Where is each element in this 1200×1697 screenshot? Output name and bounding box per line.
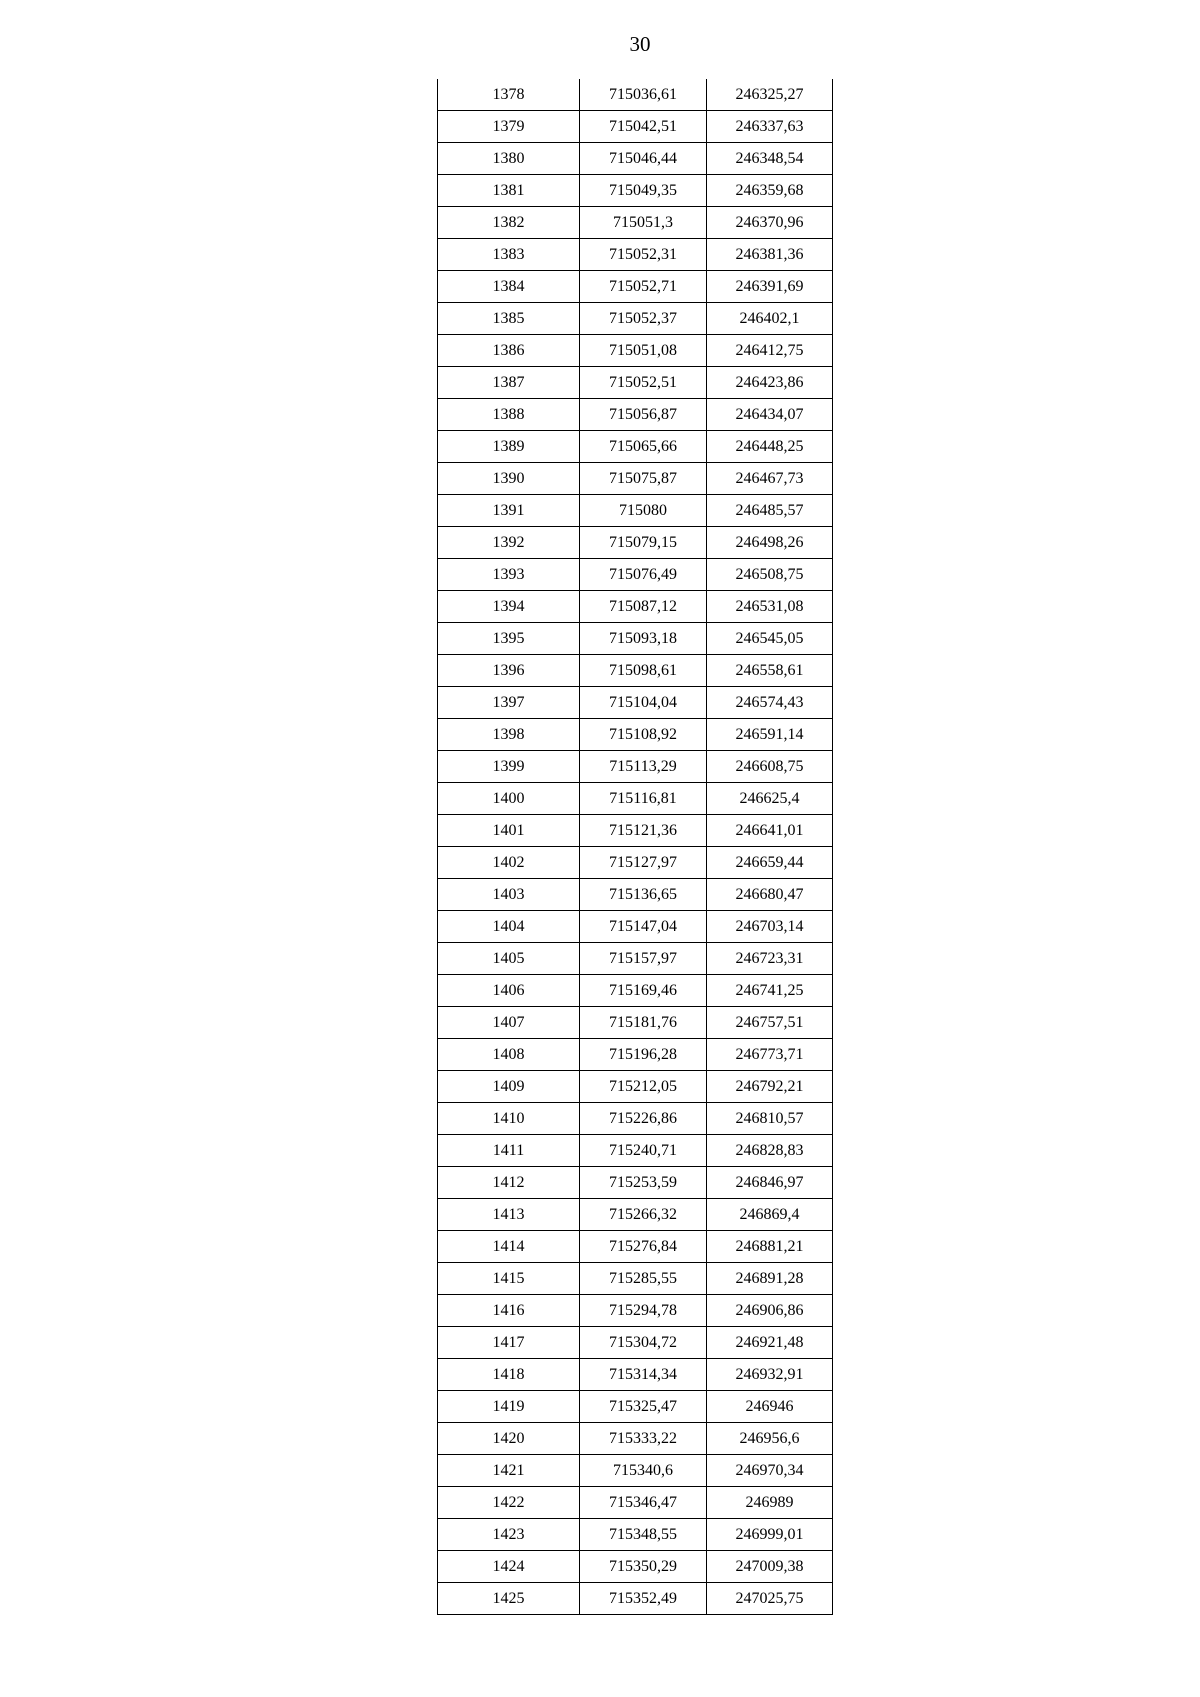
table-row	[438, 431, 833, 463]
y-coordinate-cell: 246703,14	[707, 911, 833, 943]
point-number-cell: 1419	[438, 1391, 580, 1423]
table-row	[438, 175, 833, 207]
x-coordinate-cell: 715350,29	[580, 1551, 707, 1583]
y-coordinate-cell: 247009,38	[707, 1551, 833, 1583]
point-number-cell: 1400	[438, 783, 580, 815]
y-coordinate-cell: 246381,36	[707, 239, 833, 271]
y-coordinate-cell: 246956,6	[707, 1423, 833, 1455]
table-row	[438, 303, 833, 335]
point-number-cell: 1406	[438, 975, 580, 1007]
table-row	[438, 783, 833, 815]
x-coordinate-cell: 715294,78	[580, 1295, 707, 1327]
table-row	[438, 367, 833, 399]
x-coordinate-cell: 715116,81	[580, 783, 707, 815]
table-row	[438, 943, 833, 975]
table-row	[438, 1583, 833, 1615]
y-coordinate-cell: 246625,4	[707, 783, 833, 815]
y-coordinate-cell: 246846,97	[707, 1167, 833, 1199]
point-number-cell: 1409	[438, 1071, 580, 1103]
table-row	[438, 559, 833, 591]
y-coordinate-cell: 246370,96	[707, 207, 833, 239]
point-number-cell: 1398	[438, 719, 580, 751]
point-number-cell: 1418	[438, 1359, 580, 1391]
x-coordinate-cell: 715121,36	[580, 815, 707, 847]
point-number-cell: 1390	[438, 463, 580, 495]
table-body	[438, 79, 833, 1615]
y-coordinate-cell: 246531,08	[707, 591, 833, 623]
y-coordinate-cell: 246741,25	[707, 975, 833, 1007]
x-coordinate-cell: 715240,71	[580, 1135, 707, 1167]
y-coordinate-cell: 246402,1	[707, 303, 833, 335]
y-coordinate-cell: 246932,91	[707, 1359, 833, 1391]
point-number-cell: 1378	[438, 79, 580, 111]
table-row	[438, 1071, 833, 1103]
table-row	[438, 111, 833, 143]
y-coordinate-cell: 246423,86	[707, 367, 833, 399]
x-coordinate-cell: 715098,61	[580, 655, 707, 687]
y-coordinate-cell: 246723,31	[707, 943, 833, 975]
point-number-cell: 1425	[438, 1583, 580, 1615]
x-coordinate-cell: 715285,55	[580, 1263, 707, 1295]
y-coordinate-cell: 246891,28	[707, 1263, 833, 1295]
x-coordinate-cell: 715093,18	[580, 623, 707, 655]
table-row	[438, 1455, 833, 1487]
point-number-cell: 1382	[438, 207, 580, 239]
x-coordinate-cell: 715352,49	[580, 1583, 707, 1615]
point-number-cell: 1408	[438, 1039, 580, 1071]
x-coordinate-cell: 715052,51	[580, 367, 707, 399]
x-coordinate-cell: 715051,3	[580, 207, 707, 239]
point-number-cell: 1420	[438, 1423, 580, 1455]
y-coordinate-cell: 246773,71	[707, 1039, 833, 1071]
y-coordinate-cell: 246906,86	[707, 1295, 833, 1327]
point-number-cell: 1384	[438, 271, 580, 303]
y-coordinate-cell: 246680,47	[707, 879, 833, 911]
y-coordinate-cell: 246558,61	[707, 655, 833, 687]
x-coordinate-cell: 715075,87	[580, 463, 707, 495]
table-row	[438, 399, 833, 431]
y-coordinate-cell: 246792,21	[707, 1071, 833, 1103]
point-number-cell: 1393	[438, 559, 580, 591]
y-coordinate-cell: 246412,75	[707, 335, 833, 367]
point-number-cell: 1394	[438, 591, 580, 623]
point-number-cell: 1411	[438, 1135, 580, 1167]
y-coordinate-cell: 246574,43	[707, 687, 833, 719]
table-row	[438, 495, 833, 527]
point-number-cell: 1387	[438, 367, 580, 399]
x-coordinate-cell: 715065,66	[580, 431, 707, 463]
point-number-cell: 1412	[438, 1167, 580, 1199]
point-number-cell: 1397	[438, 687, 580, 719]
y-coordinate-cell: 246869,4	[707, 1199, 833, 1231]
x-coordinate-cell: 715080	[580, 495, 707, 527]
x-coordinate-cell: 715253,59	[580, 1167, 707, 1199]
x-coordinate-cell: 715136,65	[580, 879, 707, 911]
x-coordinate-cell: 715348,55	[580, 1519, 707, 1551]
y-coordinate-cell: 246434,07	[707, 399, 833, 431]
table-row	[438, 879, 833, 911]
x-coordinate-cell: 715052,31	[580, 239, 707, 271]
x-coordinate-cell: 715226,86	[580, 1103, 707, 1135]
x-coordinate-cell: 715108,92	[580, 719, 707, 751]
y-coordinate-cell: 246999,01	[707, 1519, 833, 1551]
table-row	[438, 1423, 833, 1455]
x-coordinate-cell: 715181,76	[580, 1007, 707, 1039]
table-row	[438, 751, 833, 783]
x-coordinate-cell: 715052,71	[580, 271, 707, 303]
table-row	[438, 1199, 833, 1231]
x-coordinate-cell: 715266,32	[580, 1199, 707, 1231]
y-coordinate-cell: 246881,21	[707, 1231, 833, 1263]
point-number-cell: 1423	[438, 1519, 580, 1551]
table-row	[438, 1327, 833, 1359]
table-row	[438, 911, 833, 943]
table-row	[438, 1167, 833, 1199]
x-coordinate-cell: 715051,08	[580, 335, 707, 367]
y-coordinate-cell: 246921,48	[707, 1327, 833, 1359]
y-coordinate-cell: 246448,25	[707, 431, 833, 463]
x-coordinate-cell: 715157,97	[580, 943, 707, 975]
y-coordinate-cell: 246348,54	[707, 143, 833, 175]
point-number-cell: 1392	[438, 527, 580, 559]
table-row	[438, 1519, 833, 1551]
y-coordinate-cell: 246828,83	[707, 1135, 833, 1167]
table-row	[438, 527, 833, 559]
table-row	[438, 1103, 833, 1135]
y-coordinate-cell: 246641,01	[707, 815, 833, 847]
table-row	[438, 1295, 833, 1327]
point-number-cell: 1413	[438, 1199, 580, 1231]
y-coordinate-cell: 246946	[707, 1391, 833, 1423]
y-coordinate-cell: 246591,14	[707, 719, 833, 751]
point-number-cell: 1402	[438, 847, 580, 879]
table-row	[438, 1007, 833, 1039]
y-coordinate-cell: 246359,68	[707, 175, 833, 207]
table-row	[438, 1039, 833, 1071]
x-coordinate-cell: 715304,72	[580, 1327, 707, 1359]
point-number-cell: 1416	[438, 1295, 580, 1327]
point-number-cell: 1399	[438, 751, 580, 783]
table-row	[438, 335, 833, 367]
table-row	[438, 143, 833, 175]
y-coordinate-cell: 247025,75	[707, 1583, 833, 1615]
table-row	[438, 591, 833, 623]
y-coordinate-cell: 246325,27	[707, 79, 833, 111]
x-coordinate-cell: 715169,46	[580, 975, 707, 1007]
point-number-cell: 1401	[438, 815, 580, 847]
x-coordinate-cell: 715212,05	[580, 1071, 707, 1103]
x-coordinate-cell: 715049,35	[580, 175, 707, 207]
point-number-cell: 1424	[438, 1551, 580, 1583]
table-row	[438, 463, 833, 495]
y-coordinate-cell: 246970,34	[707, 1455, 833, 1487]
table-row	[438, 271, 833, 303]
y-coordinate-cell: 246485,57	[707, 495, 833, 527]
y-coordinate-cell: 246508,75	[707, 559, 833, 591]
table-row	[438, 719, 833, 751]
point-number-cell: 1380	[438, 143, 580, 175]
point-number-cell: 1381	[438, 175, 580, 207]
point-number-cell: 1410	[438, 1103, 580, 1135]
point-number-cell: 1421	[438, 1455, 580, 1487]
point-number-cell: 1395	[438, 623, 580, 655]
y-coordinate-cell: 246989	[707, 1487, 833, 1519]
point-number-cell: 1407	[438, 1007, 580, 1039]
x-coordinate-cell: 715276,84	[580, 1231, 707, 1263]
table-row	[438, 239, 833, 271]
point-number-cell: 1417	[438, 1327, 580, 1359]
table-row	[438, 815, 833, 847]
point-number-cell: 1389	[438, 431, 580, 463]
x-coordinate-cell: 715056,87	[580, 399, 707, 431]
x-coordinate-cell: 715314,34	[580, 1359, 707, 1391]
x-coordinate-cell: 715113,29	[580, 751, 707, 783]
point-number-cell: 1415	[438, 1263, 580, 1295]
y-coordinate-cell: 246757,51	[707, 1007, 833, 1039]
x-coordinate-cell: 715340,6	[580, 1455, 707, 1487]
y-coordinate-cell: 246545,05	[707, 623, 833, 655]
point-number-cell: 1404	[438, 911, 580, 943]
table-row	[438, 1231, 833, 1263]
table-row	[438, 975, 833, 1007]
x-coordinate-cell: 715196,28	[580, 1039, 707, 1071]
x-coordinate-cell: 715127,97	[580, 847, 707, 879]
table-row	[438, 623, 833, 655]
y-coordinate-cell: 246659,44	[707, 847, 833, 879]
x-coordinate-cell: 715079,15	[580, 527, 707, 559]
point-number-cell: 1385	[438, 303, 580, 335]
y-coordinate-cell: 246608,75	[707, 751, 833, 783]
x-coordinate-cell: 715325,47	[580, 1391, 707, 1423]
table-row	[438, 1359, 833, 1391]
point-number-cell: 1383	[438, 239, 580, 271]
point-number-cell: 1422	[438, 1487, 580, 1519]
x-coordinate-cell: 715087,12	[580, 591, 707, 623]
x-coordinate-cell: 715052,37	[580, 303, 707, 335]
point-number-cell: 1391	[438, 495, 580, 527]
x-coordinate-cell: 715036,61	[580, 79, 707, 111]
x-coordinate-cell: 715076,49	[580, 559, 707, 591]
x-coordinate-cell: 715333,22	[580, 1423, 707, 1455]
x-coordinate-cell: 715104,04	[580, 687, 707, 719]
y-coordinate-cell: 246467,73	[707, 463, 833, 495]
x-coordinate-cell: 715147,04	[580, 911, 707, 943]
point-number-cell: 1379	[438, 111, 580, 143]
y-coordinate-cell: 246391,69	[707, 271, 833, 303]
table-row	[438, 847, 833, 879]
x-coordinate-cell: 715042,51	[580, 111, 707, 143]
table-row	[438, 1391, 833, 1423]
x-coordinate-cell: 715346,47	[580, 1487, 707, 1519]
table-row	[438, 1135, 833, 1167]
point-number-cell: 1386	[438, 335, 580, 367]
table-row	[438, 687, 833, 719]
table-row	[438, 1487, 833, 1519]
y-coordinate-cell: 246337,63	[707, 111, 833, 143]
point-number-cell: 1388	[438, 399, 580, 431]
y-coordinate-cell: 246498,26	[707, 527, 833, 559]
coordinates-table	[437, 79, 833, 1615]
point-number-cell: 1403	[438, 879, 580, 911]
point-number-cell: 1405	[438, 943, 580, 975]
page-number: 30	[629, 32, 651, 56]
table-row	[438, 207, 833, 239]
point-number-cell: 1414	[438, 1231, 580, 1263]
y-coordinate-cell: 246810,57	[707, 1103, 833, 1135]
table-row	[438, 1263, 833, 1295]
table-row	[438, 79, 833, 111]
table-row	[438, 1551, 833, 1583]
x-coordinate-cell: 715046,44	[580, 143, 707, 175]
table-row	[438, 655, 833, 687]
point-number-cell: 1396	[438, 655, 580, 687]
